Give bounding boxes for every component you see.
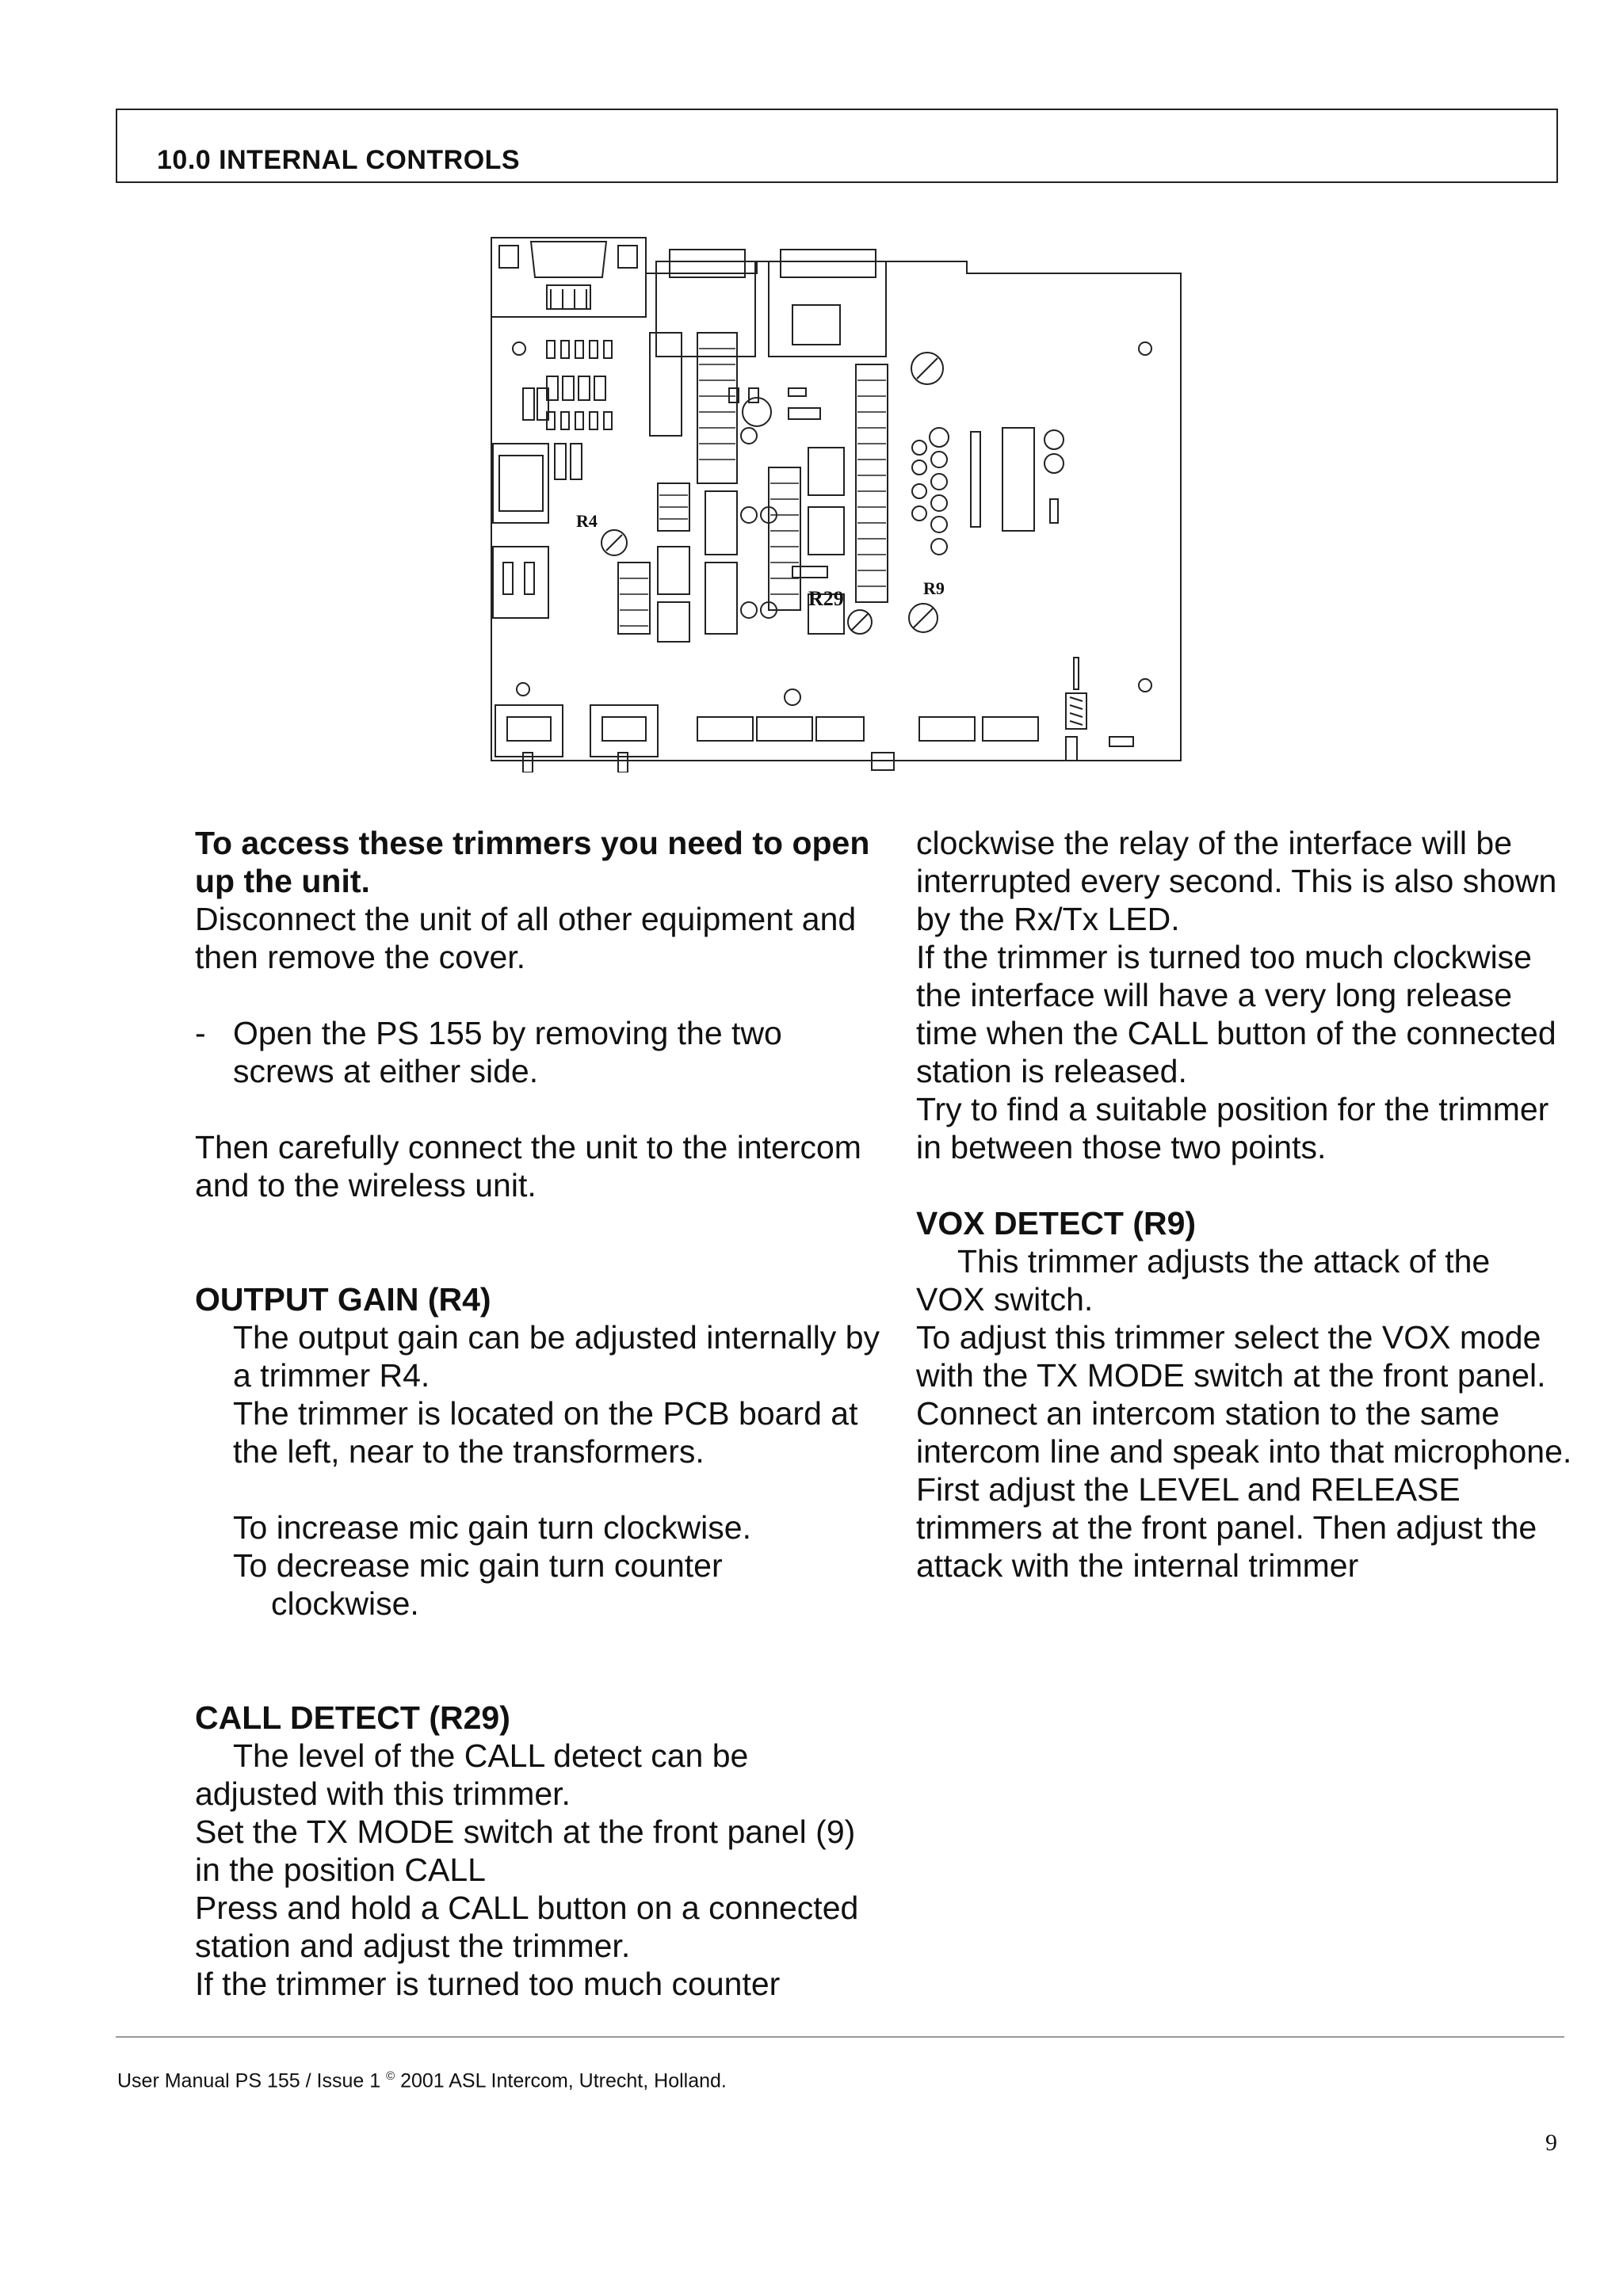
vox-detect-line1: This trimmer adjusts the attack of the	[957, 1243, 1491, 1280]
bullet-text: Open the PS 155 by removing the two screws at either side.	[233, 1015, 782, 1089]
page-number: 9	[1545, 2130, 1557, 2156]
vox-detect-line3: To adjust this trimmer select the VOX mode with the TX MODE switch at the front panel.	[916, 1319, 1546, 1394]
call-detect-line2: adjusted with this trimmer.	[195, 1775, 571, 1812]
copyright-symbol: ©	[386, 2069, 395, 2083]
output-gain-line5: clockwise.	[271, 1585, 419, 1622]
footer-text-before: User Manual PS 155 / Issue 1	[117, 2069, 387, 2092]
section-header-box	[116, 109, 1558, 183]
connect-text: Then carefully connect the unit to the intercom and to the wireless unit.	[195, 1129, 861, 1203]
call-detect-heading: CALL DETECT (R29)	[195, 1699, 510, 1736]
right-column	[916, 824, 1574, 1585]
bullet-dash: -	[195, 1015, 206, 1051]
intro-heading: To access these trimmers you need to open up the unit.	[195, 825, 870, 899]
output-gain-line2: The trimmer is located on the PCB board at the left, near to the transformers.	[233, 1395, 858, 1470]
output-gain-line1: The output gain can be adjusted internally by a trimmer R4.	[233, 1319, 880, 1394]
footer-divider	[116, 2036, 1564, 2038]
call-detect-line5: If the trimmer is turned too much counter	[195, 1966, 781, 2002]
call-detect-line3: Set the TX MODE switch at the front panel (9) in the position CALL	[195, 1814, 856, 1888]
call-detect-continued-2: If the trimmer is turned too much clockwise the interface will have a very long release time when the CALL button of the connected station is released.	[916, 939, 1556, 1089]
output-gain-heading: OUTPUT GAIN (R4)	[195, 1281, 491, 1318]
label-r4: R4	[576, 511, 598, 531]
call-detect-line1: The level of the CALL detect can be	[233, 1737, 749, 1774]
vox-detect-line5: First adjust the LEVEL and RELEASE trimmers at the front panel. Then adjust the attack with the internal trimmer	[916, 1471, 1537, 1584]
call-detect-continued-1: clockwise the relay of the interface will be interrupted every second. This is also shown by the Rx/Tx LED.	[916, 825, 1557, 937]
section-title: 10.0 INTERNAL CONTROLS	[157, 145, 521, 175]
call-detect-continued-3: Try to find a suitable position for the trimmer in between those two points.	[916, 1091, 1549, 1165]
label-r29: R29	[808, 587, 844, 610]
footer-text	[117, 2069, 727, 2092]
vox-detect-heading: VOX DETECT (R9)	[916, 1205, 1197, 1241]
footer-text-after: 2001 ASL Intercom, Utrecht, Holland.	[395, 2069, 727, 2092]
label-r9: R9	[923, 578, 945, 598]
output-gain-line4: To decrease mic gain turn counter	[233, 1547, 723, 1584]
vox-detect-line4: Connect an intercom station to the same intercom line and speak into that microphone.	[916, 1395, 1572, 1470]
left-column	[195, 824, 884, 2003]
output-gain-line3: To increase mic gain turn clockwise.	[233, 1509, 751, 1546]
pcb-diagram	[475, 230, 1189, 772]
vox-detect-line2: VOX switch.	[916, 1281, 1094, 1318]
call-detect-line4: Press and hold a CALL button on a connected station and adjust the trimmer.	[195, 1890, 859, 1964]
bullet-item	[195, 1014, 884, 1090]
intro-text: Disconnect the unit of all other equipment and then remove the cover.	[195, 901, 857, 975]
